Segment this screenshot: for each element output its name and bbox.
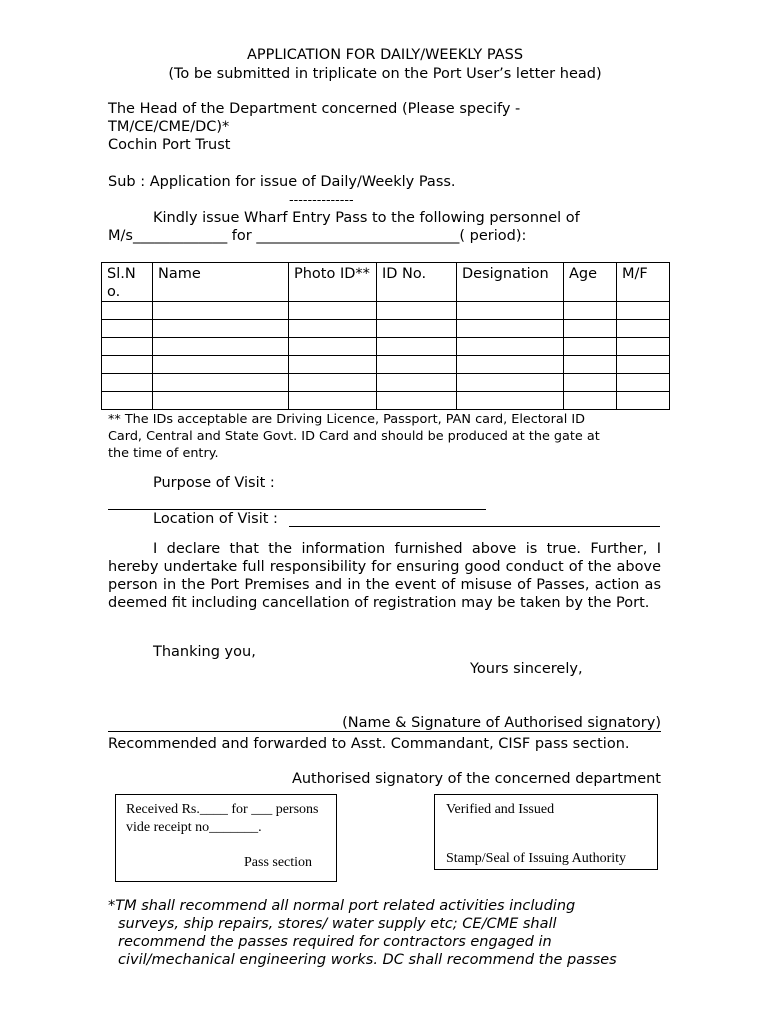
pass-section-label: Pass section [244, 855, 313, 870]
table-row [102, 356, 670, 374]
table-cell[interactable] [289, 392, 377, 410]
table-cell[interactable] [153, 392, 289, 410]
sincerely-text: Yours sincerely, [470, 661, 583, 677]
addressee-line-2: TM/CE/CME/DC)* [108, 119, 230, 135]
table-cell[interactable] [457, 338, 564, 356]
col-header-slno: Sl.No. [102, 263, 153, 302]
footnote-line-2: Card, Central and State Govt. ID Card and should be produced at the gate at [108, 429, 600, 444]
addressee-line-1: The Head of the Department concerned (Please specify - [108, 101, 521, 117]
col-header-photo-id: Photo ID** [289, 263, 377, 302]
table-cell[interactable] [617, 356, 670, 374]
table-cell[interactable] [102, 356, 153, 374]
thanks-text: Thanking you, [153, 644, 256, 660]
table-cell[interactable] [102, 302, 153, 320]
table-cell[interactable] [102, 338, 153, 356]
table-cell[interactable] [102, 374, 153, 392]
table-header-row [102, 263, 670, 302]
table-row [102, 338, 670, 356]
col-header-designation: Designation [457, 263, 564, 302]
table-cell[interactable] [617, 320, 670, 338]
addressee-line-3: Cochin Port Trust [108, 137, 231, 153]
request-line-1: Kindly issue Wharf Entry Pass to the following personnel of [153, 210, 580, 226]
declaration-paragraph: I declare that the information furnished above is true. Further, I hereby undertake full responsibility for ensuring good conduct of the above person in the Port Premises and in the event of misuse of Passes, action as deemed fit including cancellation of registration may be taken by the Port. [108, 541, 661, 611]
table-cell[interactable] [617, 302, 670, 320]
table-cell[interactable] [457, 374, 564, 392]
note-line-3: recommend the passes required for contractors engaged in [118, 934, 552, 950]
footnote-line-3: the time of entry. [108, 446, 219, 461]
table-row [102, 302, 670, 320]
location-label: Location of Visit : [153, 511, 278, 527]
subject-line: Sub : Application for issue of Daily/Weekly Pass. [108, 174, 456, 190]
table-cell[interactable] [102, 320, 153, 338]
col-header-mf: M/F [617, 263, 670, 302]
table-cell[interactable] [457, 302, 564, 320]
purpose-label: Purpose of Visit : [153, 475, 275, 491]
table-cell[interactable] [377, 320, 457, 338]
table-cell[interactable] [377, 338, 457, 356]
table-row [102, 320, 670, 338]
table-cell[interactable] [564, 302, 617, 320]
form-title: APPLICATION FOR DAILY/WEEKLY PASS [246, 47, 524, 63]
signature-line [108, 731, 661, 732]
authorised-text: Authorised signatory of the concerned department [291, 771, 661, 787]
personnel-table [101, 262, 670, 410]
table-cell[interactable] [377, 302, 457, 320]
table-cell[interactable] [457, 320, 564, 338]
table-cell[interactable] [564, 338, 617, 356]
received-line: Received Rs.____ for ___ persons [126, 802, 319, 817]
signatory-caption: (Name & Signature of Authorised signatory) [342, 715, 661, 731]
table-cell[interactable] [289, 302, 377, 320]
table-cell[interactable] [617, 338, 670, 356]
issuing-authority-box [434, 794, 658, 870]
table-row [102, 374, 670, 392]
note-line-4: civil/mechanical engineering works. DC shall recommend the passes [118, 952, 617, 968]
table-cell[interactable] [153, 320, 289, 338]
table-cell[interactable] [564, 374, 617, 392]
pass-section-box [115, 794, 337, 882]
table-cell[interactable] [153, 374, 289, 392]
table-cell[interactable] [377, 356, 457, 374]
subject-divider: -------------- [289, 193, 354, 208]
request-line-2: M/s_____________ for ____________________________( period): [108, 228, 527, 244]
note-line-2: surveys, ship repairs, stores/ water supply etc; CE/CME shall [118, 916, 557, 932]
table-cell[interactable] [377, 374, 457, 392]
location-field-line[interactable] [289, 526, 660, 527]
col-header-age: Age [564, 263, 617, 302]
table-cell[interactable] [153, 302, 289, 320]
table-cell[interactable] [153, 338, 289, 356]
table-cell[interactable] [617, 374, 670, 392]
col-header-id-no: ID No. [377, 263, 457, 302]
table-row [102, 392, 670, 410]
receipt-line: vide receipt no_______. [126, 820, 262, 835]
footnote-line-1: ** The IDs acceptable are Driving Licence, Passport, PAN card, Electoral ID [108, 412, 585, 427]
table-cell[interactable] [289, 356, 377, 374]
table-cell[interactable] [289, 374, 377, 392]
table-cell[interactable] [377, 392, 457, 410]
table-cell[interactable] [564, 356, 617, 374]
col-header-name: Name [153, 263, 289, 302]
form-subtitle: (To be submitted in triplicate on the Port User’s letter head) [168, 66, 602, 82]
table-cell[interactable] [564, 320, 617, 338]
table-cell[interactable] [289, 320, 377, 338]
stamp-label: Stamp/Seal of Issuing Authority [446, 851, 627, 866]
note-line-1: *TM shall recommend all normal port related activities including [108, 898, 576, 914]
table-cell[interactable] [102, 392, 153, 410]
table-cell[interactable] [457, 356, 564, 374]
table-cell[interactable] [617, 392, 670, 410]
table-cell[interactable] [153, 356, 289, 374]
recommended-text: Recommended and forwarded to Asst. Commandant, CISF pass section. [108, 736, 630, 752]
table-cell[interactable] [564, 392, 617, 410]
verified-label: Verified and Issued [446, 802, 555, 817]
table-cell[interactable] [457, 392, 564, 410]
table-cell[interactable] [289, 338, 377, 356]
